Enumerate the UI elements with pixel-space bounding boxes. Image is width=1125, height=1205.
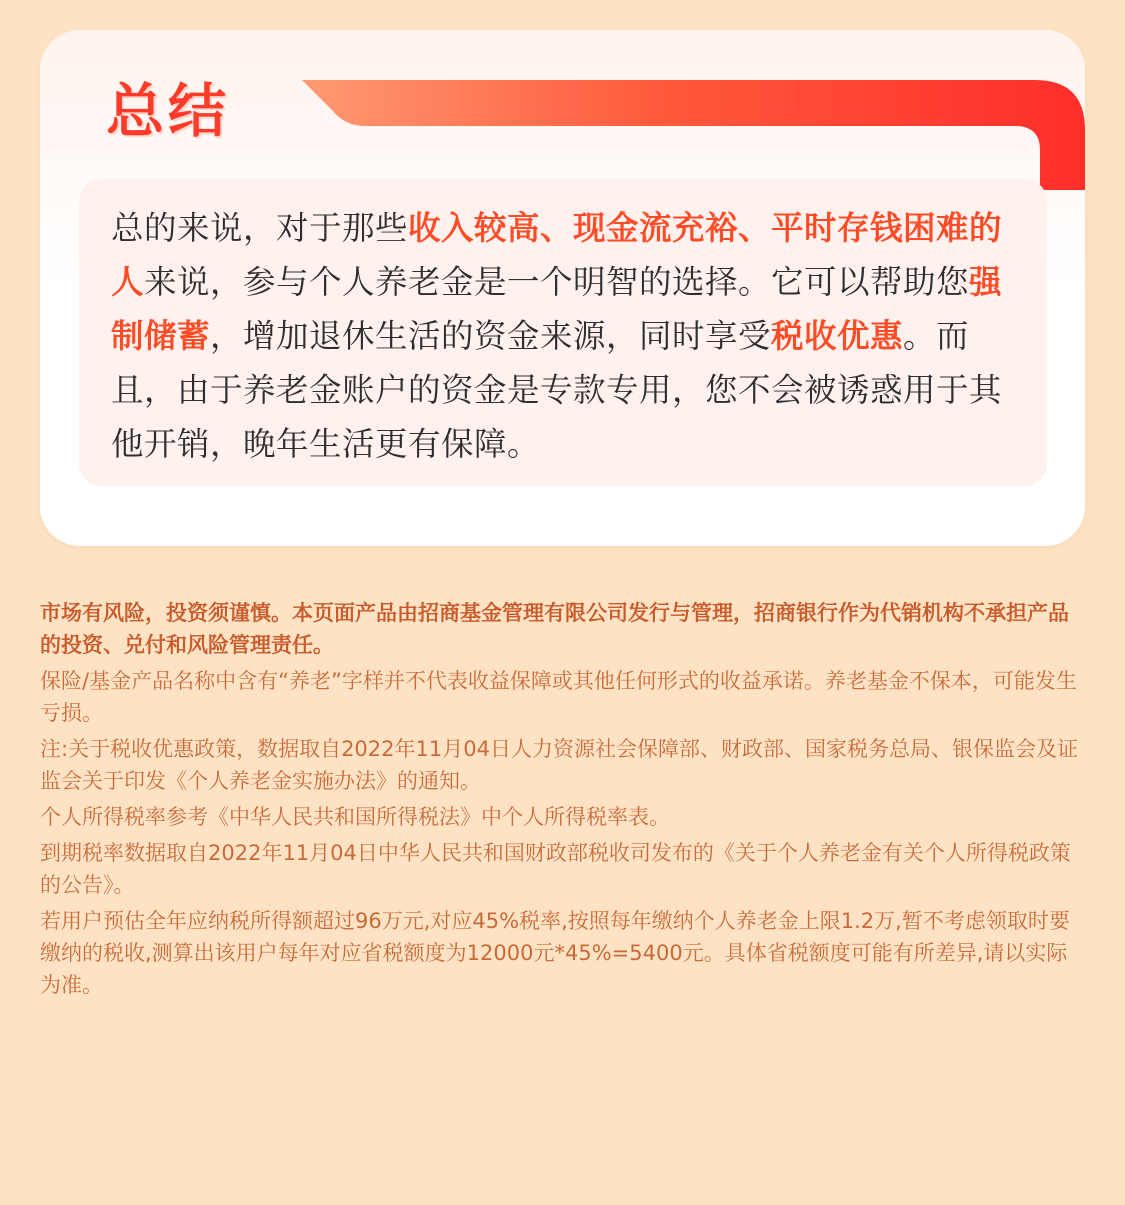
disclaimer-paragraph: 保险/基金产品名称中含有“养老”字样并不代表收益保障或其他任何形式的收益承诺。养老基金不保本，可能发生亏损。 (40, 669, 1077, 725)
disclaimer-paragraph: 个人所得税率参考《中华人民共和国所得税法》中个人所得税率表。 (40, 805, 670, 829)
summary-text-segment: 来说，参与个人养老金是一个明智的选择。它可以帮助您 (144, 263, 970, 301)
summary-text-segment: 。而且，由于养老金账户的资金是专款专用，您不会被诱惑用于其他开销，晚年生活更有保障。 (111, 317, 1003, 463)
summary-card (40, 30, 1085, 546)
highlight-tax-benefit: 税收优惠 (771, 317, 904, 355)
summary-paragraph (111, 201, 1017, 471)
disclaimer-paragraph: 若用户预估全年应纳税所得额超过96万元,对应45%税率,按照每年缴纳个人养老金上限1.2万,暂不考虑领取时要缴纳的税收,测算出该用户每年对应省税额度为12000元*45%=5400元。具体省税额度可能有所差异,请以实际为准。 (40, 909, 1070, 997)
disclaimer-paragraph: 注:关于税收优惠政策，数据取自2022年11月04日人力资源社会保障部、财政部、国家税务总局、银保监会及证监会关于印发《个人养老金实施办法》的通知。 (40, 737, 1078, 793)
disclaimer-paragraph: 到期税率数据取自2022年11月04日中华人民共和国财政部税收司发布的《关于个人养老金有关个人所得税政策的公告》。 (40, 841, 1071, 897)
highlight-target-group: 收入较高、现金流充裕、平时存钱困难的人 (111, 209, 1003, 301)
summary-text-segment: ，增加退休生活的资金来源，同时享受 (210, 317, 772, 355)
highlight-forced-saving: 强制储蓄 (111, 263, 1003, 355)
risk-notice: 市场有风险，投资须谨慎。本页面产品由招商基金管理有限公司发行与管理，招商银行作为代销机构不承担产品的投资、兑付和风险管理责任。 (40, 601, 1069, 657)
disclaimer-section (40, 597, 1088, 1005)
section-title: 总结 (106, 77, 231, 145)
summary-panel (79, 179, 1047, 486)
summary-text-segment: 总的来说，对于那些 (111, 209, 409, 247)
